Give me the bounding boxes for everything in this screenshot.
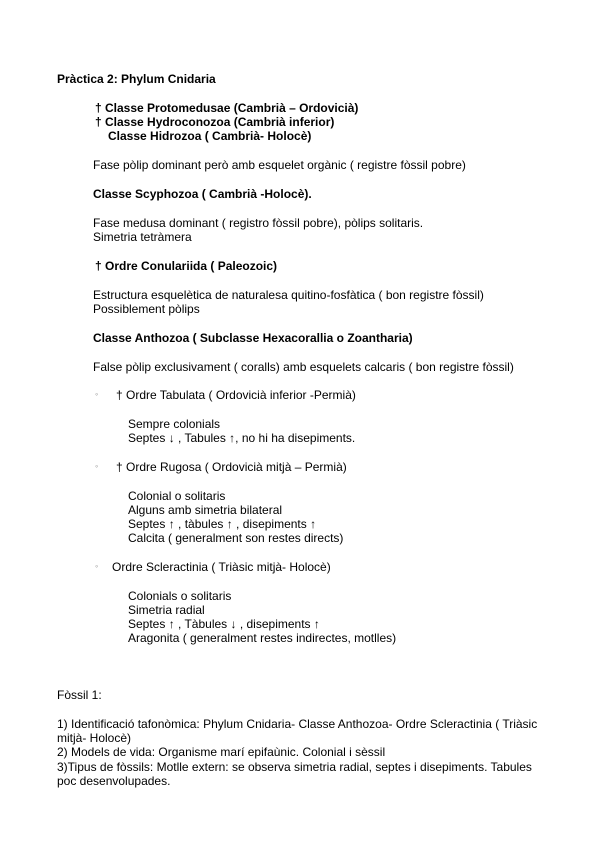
page-title: Pràctica 2: Phylum Cnidaria	[57, 72, 216, 86]
order-detail-line: Colonials o solitaris	[128, 589, 232, 603]
scyphozoa-line: Fase medusa dominant ( registro fòssil pobre), pòlips solitaris.	[93, 216, 424, 230]
order-detail-line: Aragonita ( generalment restes indirectes, motlles)	[128, 631, 397, 645]
order-detail-line: Septes ↑ , tàbules ↑ , disepiments ↑	[128, 517, 317, 531]
list-bullet-icon: ◦	[95, 561, 99, 571]
class-hidrozoa: Classe Hidrozoa ( Cambrià- Holocè)	[108, 129, 312, 143]
conulariida-heading: † Ordre Conulariida ( Paleozoic)	[95, 259, 278, 273]
order-tabulata-heading: † Ordre Tabulata ( Ordovicià inferior -Permià)	[116, 388, 356, 402]
order-detail-line: Alguns amb simetria bilateral	[128, 503, 283, 517]
anthozoa-heading: Classe Anthozoa ( Subclasse Hexacorallia o Zoantharia)	[93, 331, 413, 345]
class-hydroconozoa: † Classe Hydroconozoa (Cambrià inferior)	[95, 115, 335, 129]
fossil-line: 1) Identificació tafonòmica: Phylum Cnidaria- Classe Anthozoa- Ordre Scleractinia ( Triàsic	[57, 717, 538, 731]
scyphozoa-heading: Classe Scyphozoa ( Cambrià -Holocè).	[93, 187, 312, 201]
order-detail-line: Septes ↓ , Tabules ↑, no hi ha disepiments.	[128, 431, 356, 445]
order-detail-line: Colonial o solitaris	[128, 489, 226, 503]
scyphozoa-line: Simetria tetràmera	[93, 230, 192, 244]
class-protomedusae: † Classe Protomedusae (Cambrià – Ordovicià)	[95, 101, 359, 115]
hidrozoa-description: Fase pòlip dominant però amb esquelet orgànic ( registre fòssil pobre)	[93, 158, 466, 172]
fossil-line: poc desenvolupades.	[57, 774, 171, 788]
conulariida-line: Estructura esquelètica de naturalesa quitino-fosfàtica ( bon registre fòssil)	[93, 288, 484, 302]
order-detail-line: Sempre colonials	[128, 417, 221, 431]
conulariida-line: Possiblement pòlips	[93, 302, 200, 316]
fossil-line: 2) Models de vida: Organisme marí epifaùnic. Colonial i sèssil	[57, 745, 386, 759]
order-detail-line: Calcita ( generalment son restes directs)	[128, 531, 344, 545]
fossil-heading: Fòssil 1:	[57, 688, 102, 702]
anthozoa-description: False pòlip exclusivament ( coralls) amb esquelets calcaris ( bon registre fòssil)	[93, 360, 514, 374]
list-bullet-icon: ◦	[95, 461, 99, 471]
order-detail-line: Septes ↑ , Tàbules ↓ , disepiments ↑	[128, 617, 320, 631]
order-scleractinia-heading: Ordre Scleractinia ( Triàsic mitjà- Holocè)	[112, 560, 331, 574]
order-rugosa-heading: † Ordre Rugosa ( Ordovicià mitjà – Permià)	[116, 460, 347, 474]
fossil-line: 3)Tipus de fòssils: Motlle extern: se observa simetria radial, septes i disepiments. Tabules	[57, 760, 532, 774]
order-detail-line: Simetria radial	[128, 603, 205, 617]
fossil-line: mitjà- Holocè)	[57, 731, 132, 745]
list-bullet-icon: ◦	[95, 389, 99, 399]
